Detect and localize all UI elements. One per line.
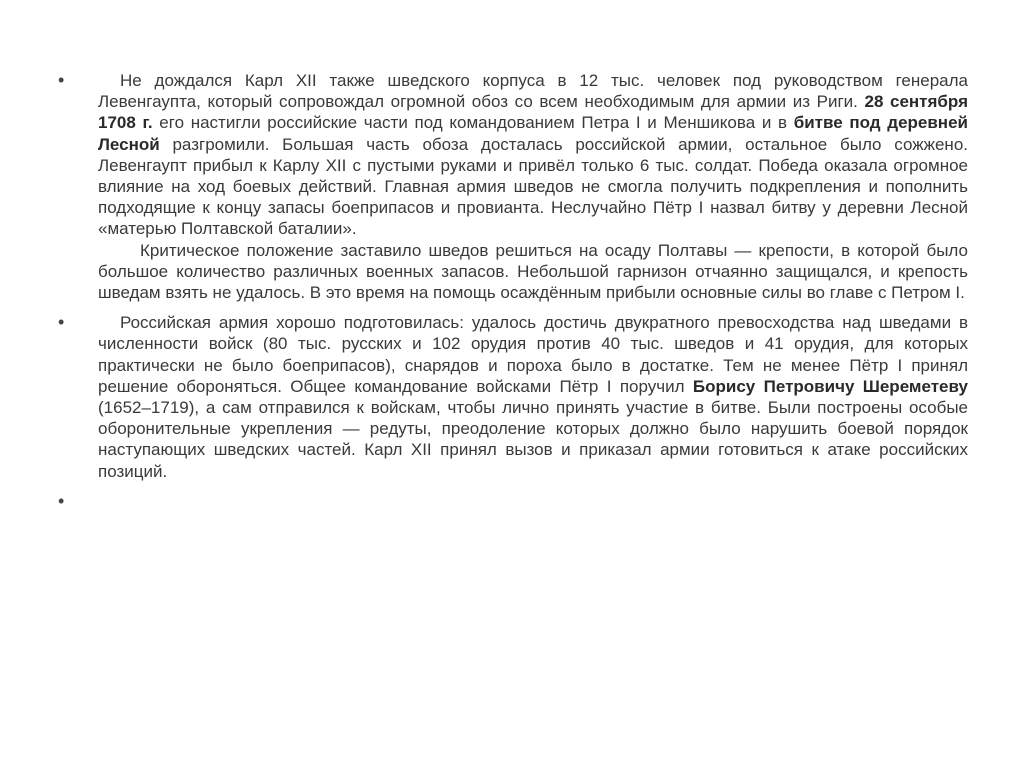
text-run: (1652–1719), а сам отправился к войскам, чтобы лично принять участие в битве. Были построены особые оборонительные укрепления — редуты, преодоление которых должно было нарушить боевой порядок наступающих шведских частей. Карл XII принял вызов и приказал армии готовиться к атаке российских позиций. — [98, 398, 968, 481]
bullet-icon: • — [58, 490, 65, 511]
bullet-icon: • — [58, 312, 65, 333]
bold-sheremetev: Борису Петровичу Шереметеву — [692, 376, 968, 396]
bullet-item-1 — [58, 70, 968, 303]
bullet-item-2 — [58, 312, 968, 482]
bold-battle-name: битве под деревней Лесной — [98, 113, 968, 154]
text-run: Не дождался Карл XII также шведского корпуса в 12 тыс. человек под руководством генерала Левенгаупта, который сопровождал огромной обоз со всем необходимым для армии из Риги. — [98, 71, 968, 112]
paragraph-poltava-siege: Критическое положение заставило шведов решиться на осаду Полтавы — крепости, в которой было большое количество различных военных запасов. Небольшой гарнизон отчаянно защищался, и крепость шведам взять не удалось. В это время на помощь осаждённым прибыли основные силы во главе с Петром I. — [98, 240, 968, 303]
paragraph-russian-army — [98, 312, 968, 482]
bold-date: 28 сентября 1708 г. — [98, 92, 969, 133]
bullet-item-3 — [58, 491, 968, 512]
text-run: Российская армия хорошо подготовилась: удалось достичь двукратного превосходства над шведами в численности войск (80 тыс. русских и 102 орудия против 40 тыс. шведов и 41 орудия, для которых практически не было боеприпасов), снарядов и пороха было в достатке. Тем не менее Пётр I принял решение обороняться. Общее командование войсками Пётр I поручил — [98, 313, 968, 396]
bullet-list — [58, 70, 968, 521]
text-run: разгромили. Большая часть обоза досталась российской армии, остальное было сожжено. Левенгаупт прибыл к Карлу XII с пустыми руками и привёл только 6 тыс. солдат. Победа оказала огромное влияние на ход боевых действий. Главная армия шведов не смогла получить подкрепления и пополнить подходящие к концу запасы боеприпасов и провианта. Неслучайно Пётр I назвал битву у деревни Лесной «матерью Полтавской баталии». — [98, 134, 968, 239]
bullet-icon: • — [58, 70, 65, 90]
text-run: его настигли российские части под командованием Петра I и Меншикова и в — [152, 113, 794, 133]
paragraph-lesnaya — [98, 70, 968, 240]
